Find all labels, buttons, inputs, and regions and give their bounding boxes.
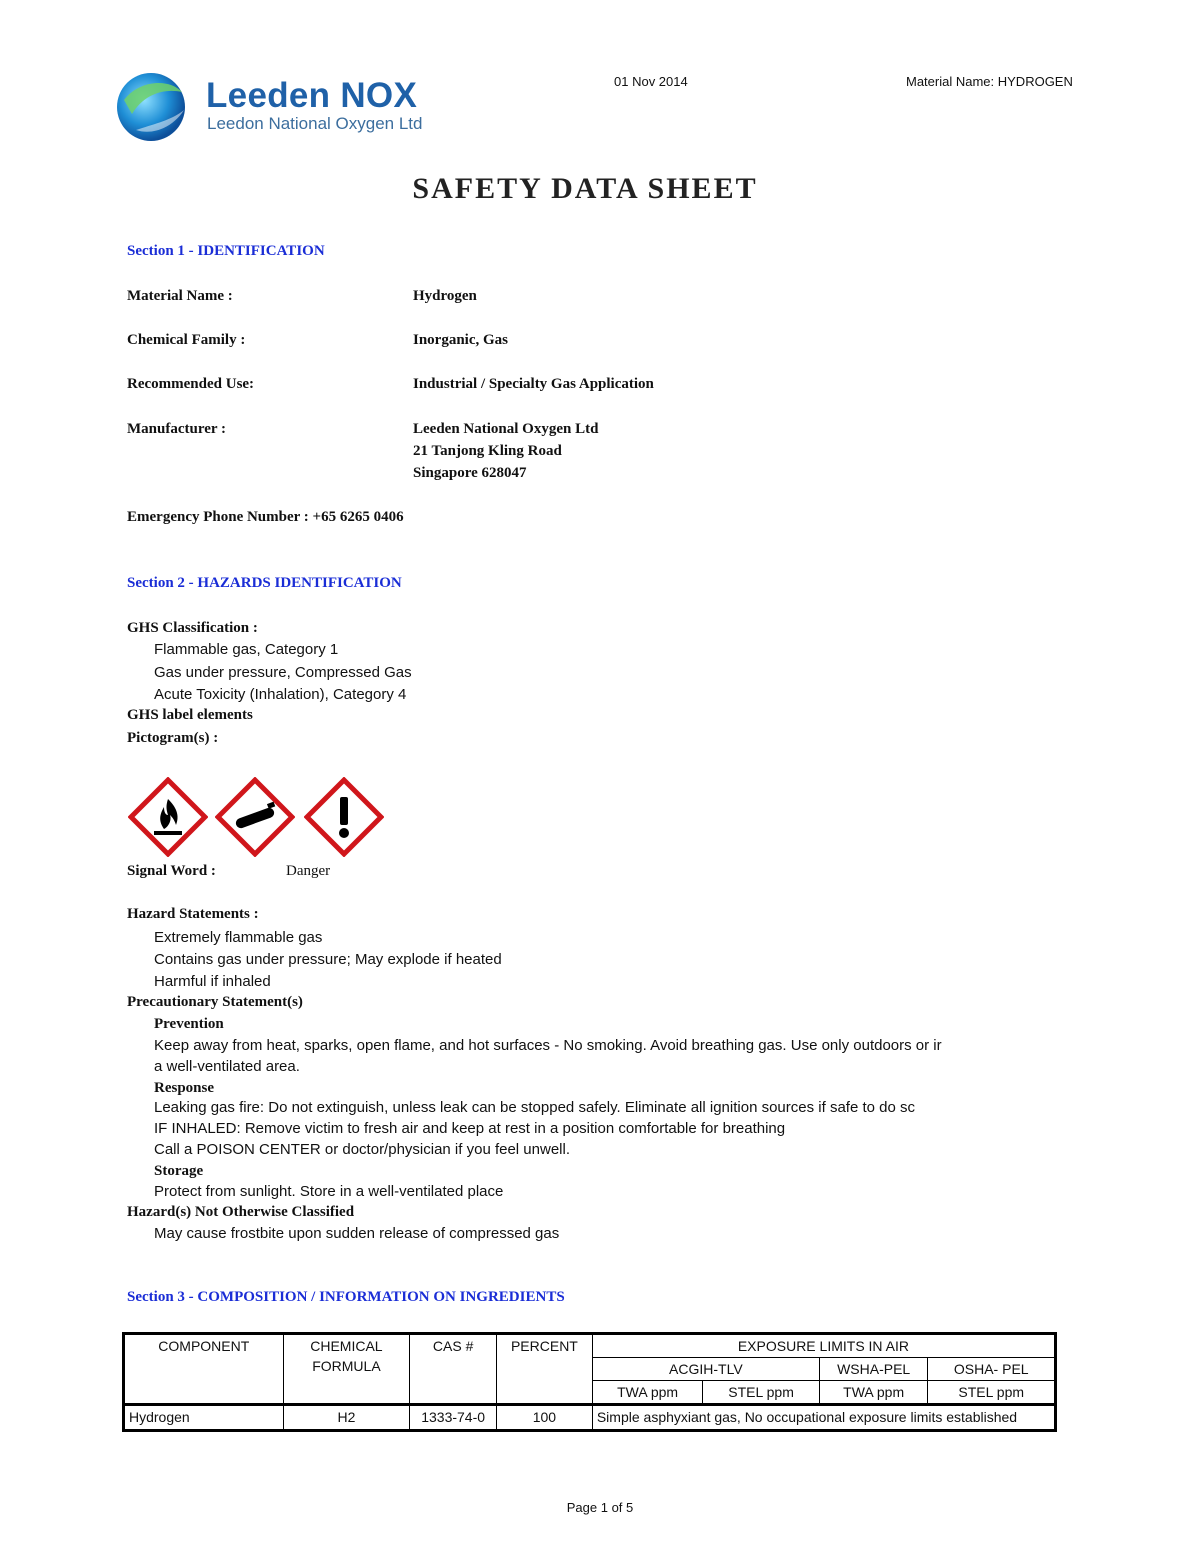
prevention-label: Prevention [154,1016,224,1032]
company-logo [114,70,459,144]
cell-percent: 100 [496,1405,592,1431]
material-label: Material Name : [127,288,233,304]
section-2-title: Section 2 - HAZARDS IDENTIFICATION [127,575,402,591]
globe-logo-icon [114,70,194,144]
hazard-item: Harmful if inhaled [154,973,271,990]
family-label: Chemical Family : [127,332,246,348]
ghs-item: Gas under pressure, Compressed Gas [154,664,412,681]
hazard-item: Contains gas under pressure; May explode if heated [154,951,502,968]
response-label: Response [154,1080,215,1096]
th-stel: STEL ppm [928,1381,1056,1405]
section-3-title: Section 3 - COMPOSITION / INFORMATION ON INGREDIENTS [127,1289,565,1305]
cell-cas: 1333-74-0 [410,1405,497,1431]
ghs-item: Flammable gas, Category 1 [154,641,339,658]
section-1-title: Section 1 - IDENTIFICATION [127,243,325,259]
use-label: Recommended Use: [127,376,255,392]
cell-exposure-limits: Simple asphyxiant gas, No occupational exposure limits established [592,1405,1055,1431]
manufacturer-line: Leeden National Oxygen Ltd [413,421,599,437]
manufacturer-address [413,418,598,484]
flame-icon [128,777,208,857]
manufacturer-line: 21 Tanjong Kling Road [413,443,562,459]
cell-formula: H2 [283,1405,410,1431]
storage-line: Protect from sunlight. Store in a well-ventilated place [154,1183,504,1200]
prevention-line: Keep away from heat, sparks, open flame, and hot surfaces - No smoking. Avoid breathing gas. Use only outdoors or ir [154,1037,942,1054]
nonclassified-label: Hazard(s) Not Otherwise Classified [127,1204,355,1220]
response-line: Call a POISON CENTER or doctor/physician if you feel unwell. [154,1141,570,1158]
th-percent: PERCENT [496,1334,592,1405]
table-row [124,1405,1056,1431]
th-twa: TWA ppm [819,1381,928,1405]
pictograms-label: Pictogram(s) : [127,730,219,746]
th-osha: OSHA- PEL [928,1358,1056,1381]
logo-subtitle: Leedon National Oxygen Ltd [207,114,423,133]
hazard-statements-label: Hazard Statements : [127,906,259,922]
hazard-item: Extremely flammable gas [154,929,323,946]
composition-table [122,1332,1057,1432]
th-acgih: ACGIH-TLV [592,1358,819,1381]
ghs-classification-label: GHS Classification : [127,620,258,636]
precautionary-label: Precautionary Statement(s) [127,994,303,1010]
nonclassified-line: May cause frostbite upon sudden release of compressed gas [154,1225,560,1242]
signal-word-label: Signal Word : [127,863,216,879]
header-date: 01 Nov 2014 [614,74,688,89]
manufacturer-label: Manufacturer : [127,421,227,437]
page-number: Page 1 of 5 [566,1500,634,1515]
use-value: Industrial / Specialty Gas Application [413,376,654,392]
signal-word-value: Danger [286,863,331,879]
logo-name: Leeden NOX [206,76,418,115]
th-formula [283,1334,410,1405]
th-component: COMPONENT [124,1334,284,1405]
family-value: Inorganic, Gas [413,332,509,348]
th-exposure: EXPOSURE LIMITS IN AIR [592,1334,1055,1358]
document-title: SAFETY DATA SHEET [412,172,758,205]
material-value: Hydrogen [413,288,477,304]
response-line: IF INHALED: Remove victim to fresh air and keep at rest in a position comfortable for breathing [154,1120,786,1137]
th-formula-line: FORMULA [312,1358,381,1374]
header-material: Material Name: HYDROGEN [906,74,1073,89]
gas-cylinder-icon [215,777,295,857]
table-header-row [124,1334,1056,1358]
storage-label: Storage [154,1163,204,1179]
th-formula-line: CHEMICAL [310,1338,383,1354]
ghs-label-elements: GHS label elements [127,707,253,723]
response-line: Leaking gas fire: Do not extinguish, unless leak can be stopped safely. Eliminate all ignition sources if safe to do sc [154,1099,915,1116]
th-stel: STEL ppm [703,1381,819,1405]
ghs-item: Acute Toxicity (Inhalation), Category 4 [154,686,407,703]
cell-component: Hydrogen [124,1405,284,1431]
th-wsha: WSHA-PEL [819,1358,928,1381]
prevention-line: a well-ventilated area. [154,1058,300,1075]
th-twa: TWA ppm [592,1381,703,1405]
exclamation-icon [304,777,384,857]
th-cas: CAS # [410,1334,497,1405]
emergency-phone: Emergency Phone Number : +65 6265 0406 [127,509,404,525]
manufacturer-line: Singapore 628047 [413,465,527,481]
